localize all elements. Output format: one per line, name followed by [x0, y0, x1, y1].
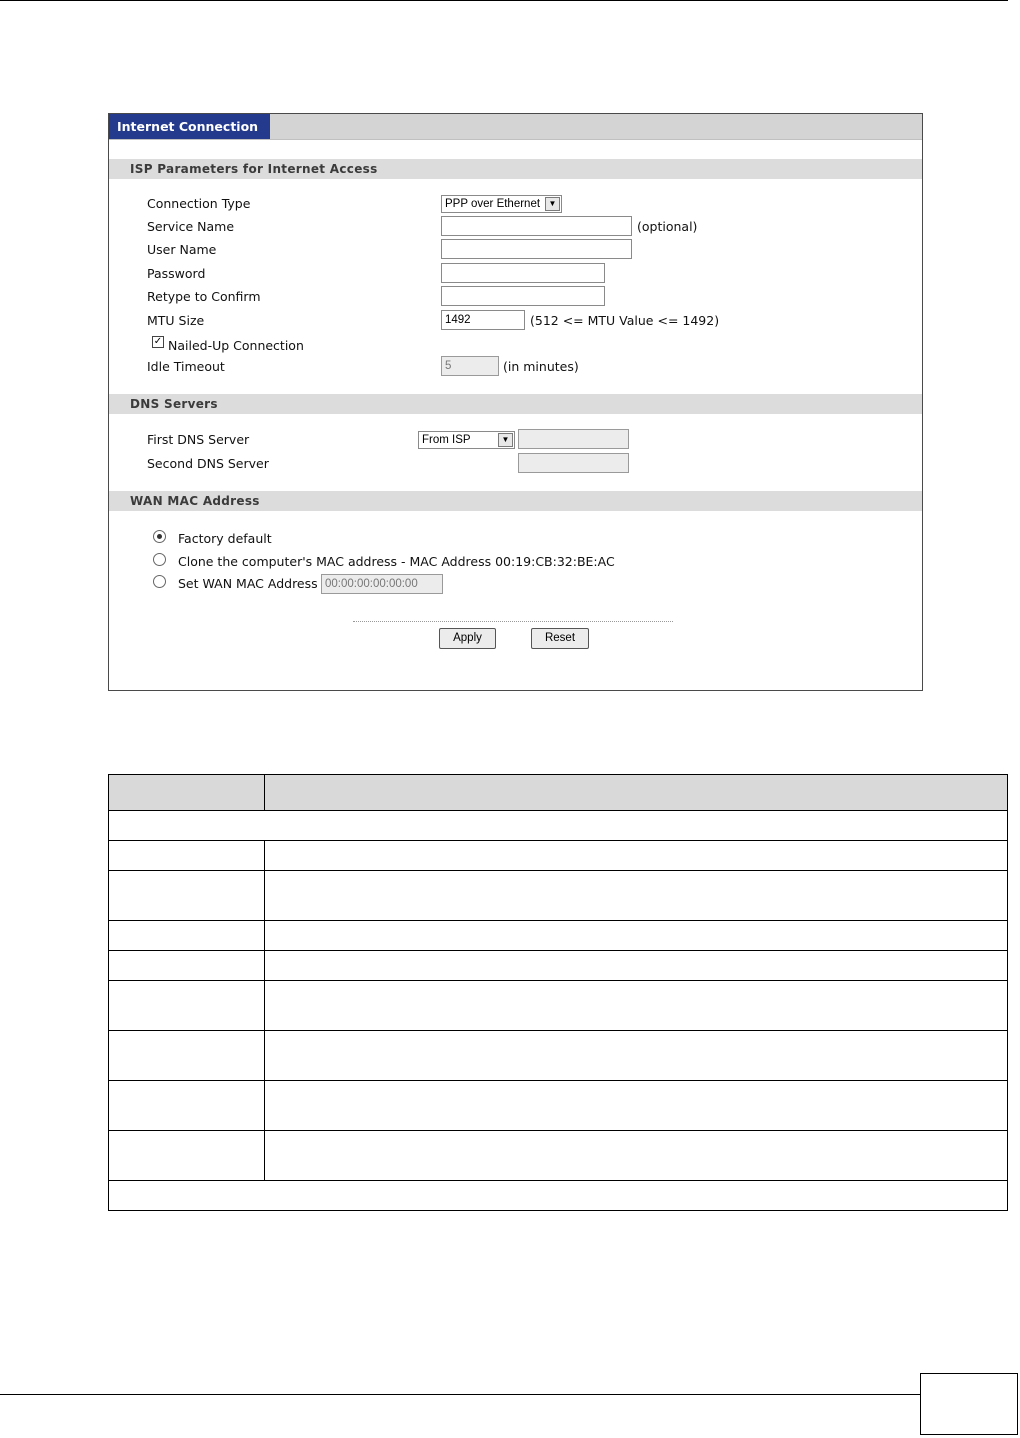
- table-cell: [109, 841, 265, 870]
- password-input[interactable]: [441, 263, 605, 283]
- chevron-down-icon: ▼: [498, 433, 513, 447]
- first-dns-mode-select[interactable]: [418, 431, 515, 449]
- idle-timeout-label: Idle Timeout: [147, 359, 225, 374]
- chevron-down-icon: ▼: [545, 197, 560, 211]
- idle-timeout-hint: (in minutes): [503, 359, 579, 374]
- checkmark-icon: ✓: [153, 336, 163, 347]
- internet-connection-screenshot: [108, 113, 923, 691]
- factory-default-radio[interactable]: [153, 530, 166, 543]
- user-name-input[interactable]: [441, 239, 632, 259]
- field-description-table: [108, 774, 1008, 1211]
- table-row: [109, 951, 1007, 981]
- second-dns-label: Second DNS Server: [147, 456, 269, 471]
- table-row: [109, 811, 1007, 841]
- second-dns-input[interactable]: [518, 453, 629, 473]
- section-dns-servers: DNS Servers: [109, 394, 922, 414]
- connection-type-value: PPP over Ethernet: [445, 198, 541, 210]
- footer-rule: [0, 1394, 920, 1395]
- nailed-up-label: Nailed-Up Connection: [168, 338, 304, 353]
- retype-confirm-input[interactable]: [441, 286, 605, 306]
- table-cell: [109, 1031, 265, 1080]
- mtu-size-label: MTU Size: [147, 313, 205, 328]
- clone-mac-label: Clone the computer's MAC address - MAC Address 00:19:CB:32:BE:AC: [178, 554, 615, 569]
- page-number-box: [920, 1373, 1018, 1435]
- mtu-size-input[interactable]: 1492: [441, 310, 525, 330]
- tab-bar: [109, 114, 922, 140]
- table-cell: [109, 921, 265, 950]
- table-row: [109, 871, 1007, 921]
- table-cell: [109, 871, 265, 920]
- section-wan-mac: WAN MAC Address: [109, 491, 922, 511]
- section-isp-parameters: ISP Parameters for Internet Access: [109, 159, 922, 179]
- connection-type-label: Connection Type: [147, 196, 251, 211]
- mtu-size-hint: (512 <= MTU Value <= 1492): [530, 313, 720, 328]
- idle-timeout-input[interactable]: 5: [441, 356, 499, 376]
- table-cell: [109, 1081, 265, 1130]
- table-row: [109, 1081, 1007, 1131]
- radio-dot-icon: [157, 534, 162, 539]
- table-row: [109, 841, 1007, 871]
- first-dns-label: First DNS Server: [147, 432, 250, 447]
- first-dns-input[interactable]: [518, 429, 629, 449]
- service-name-label: Service Name: [147, 219, 235, 234]
- apply-button[interactable]: Apply: [439, 628, 496, 649]
- table-row: [109, 921, 1007, 951]
- password-label: Password: [147, 266, 206, 281]
- table-row: [109, 1131, 1007, 1181]
- reset-button[interactable]: Reset: [531, 628, 589, 649]
- service-name-input[interactable]: [441, 216, 632, 236]
- table-cell: [109, 775, 265, 810]
- set-wan-mac-label: Set WAN MAC Address: [178, 576, 318, 591]
- table-header-row: [109, 775, 1007, 811]
- retype-confirm-label: Retype to Confirm: [147, 289, 261, 304]
- factory-default-label: Factory default: [178, 531, 272, 546]
- table-row: [109, 1031, 1007, 1081]
- user-name-label: User Name: [147, 242, 217, 257]
- nailed-up-checkbox[interactable]: [152, 336, 164, 348]
- tab-internet-connection[interactable]: Internet Connection: [109, 114, 270, 139]
- header-rule: [0, 0, 1008, 1]
- clone-mac-radio[interactable]: [153, 553, 166, 566]
- first-dns-mode-value: From ISP: [422, 434, 471, 446]
- set-wan-mac-radio[interactable]: [153, 575, 166, 588]
- table-row: [109, 981, 1007, 1031]
- connection-type-select[interactable]: [441, 195, 562, 213]
- table-cell: [109, 951, 265, 980]
- divider: [353, 621, 673, 622]
- set-wan-mac-input[interactable]: 00:00:00:00:00:00: [321, 574, 443, 594]
- service-name-hint: (optional): [637, 219, 698, 234]
- table-cell: [109, 1131, 265, 1180]
- table-cell: [109, 981, 265, 1030]
